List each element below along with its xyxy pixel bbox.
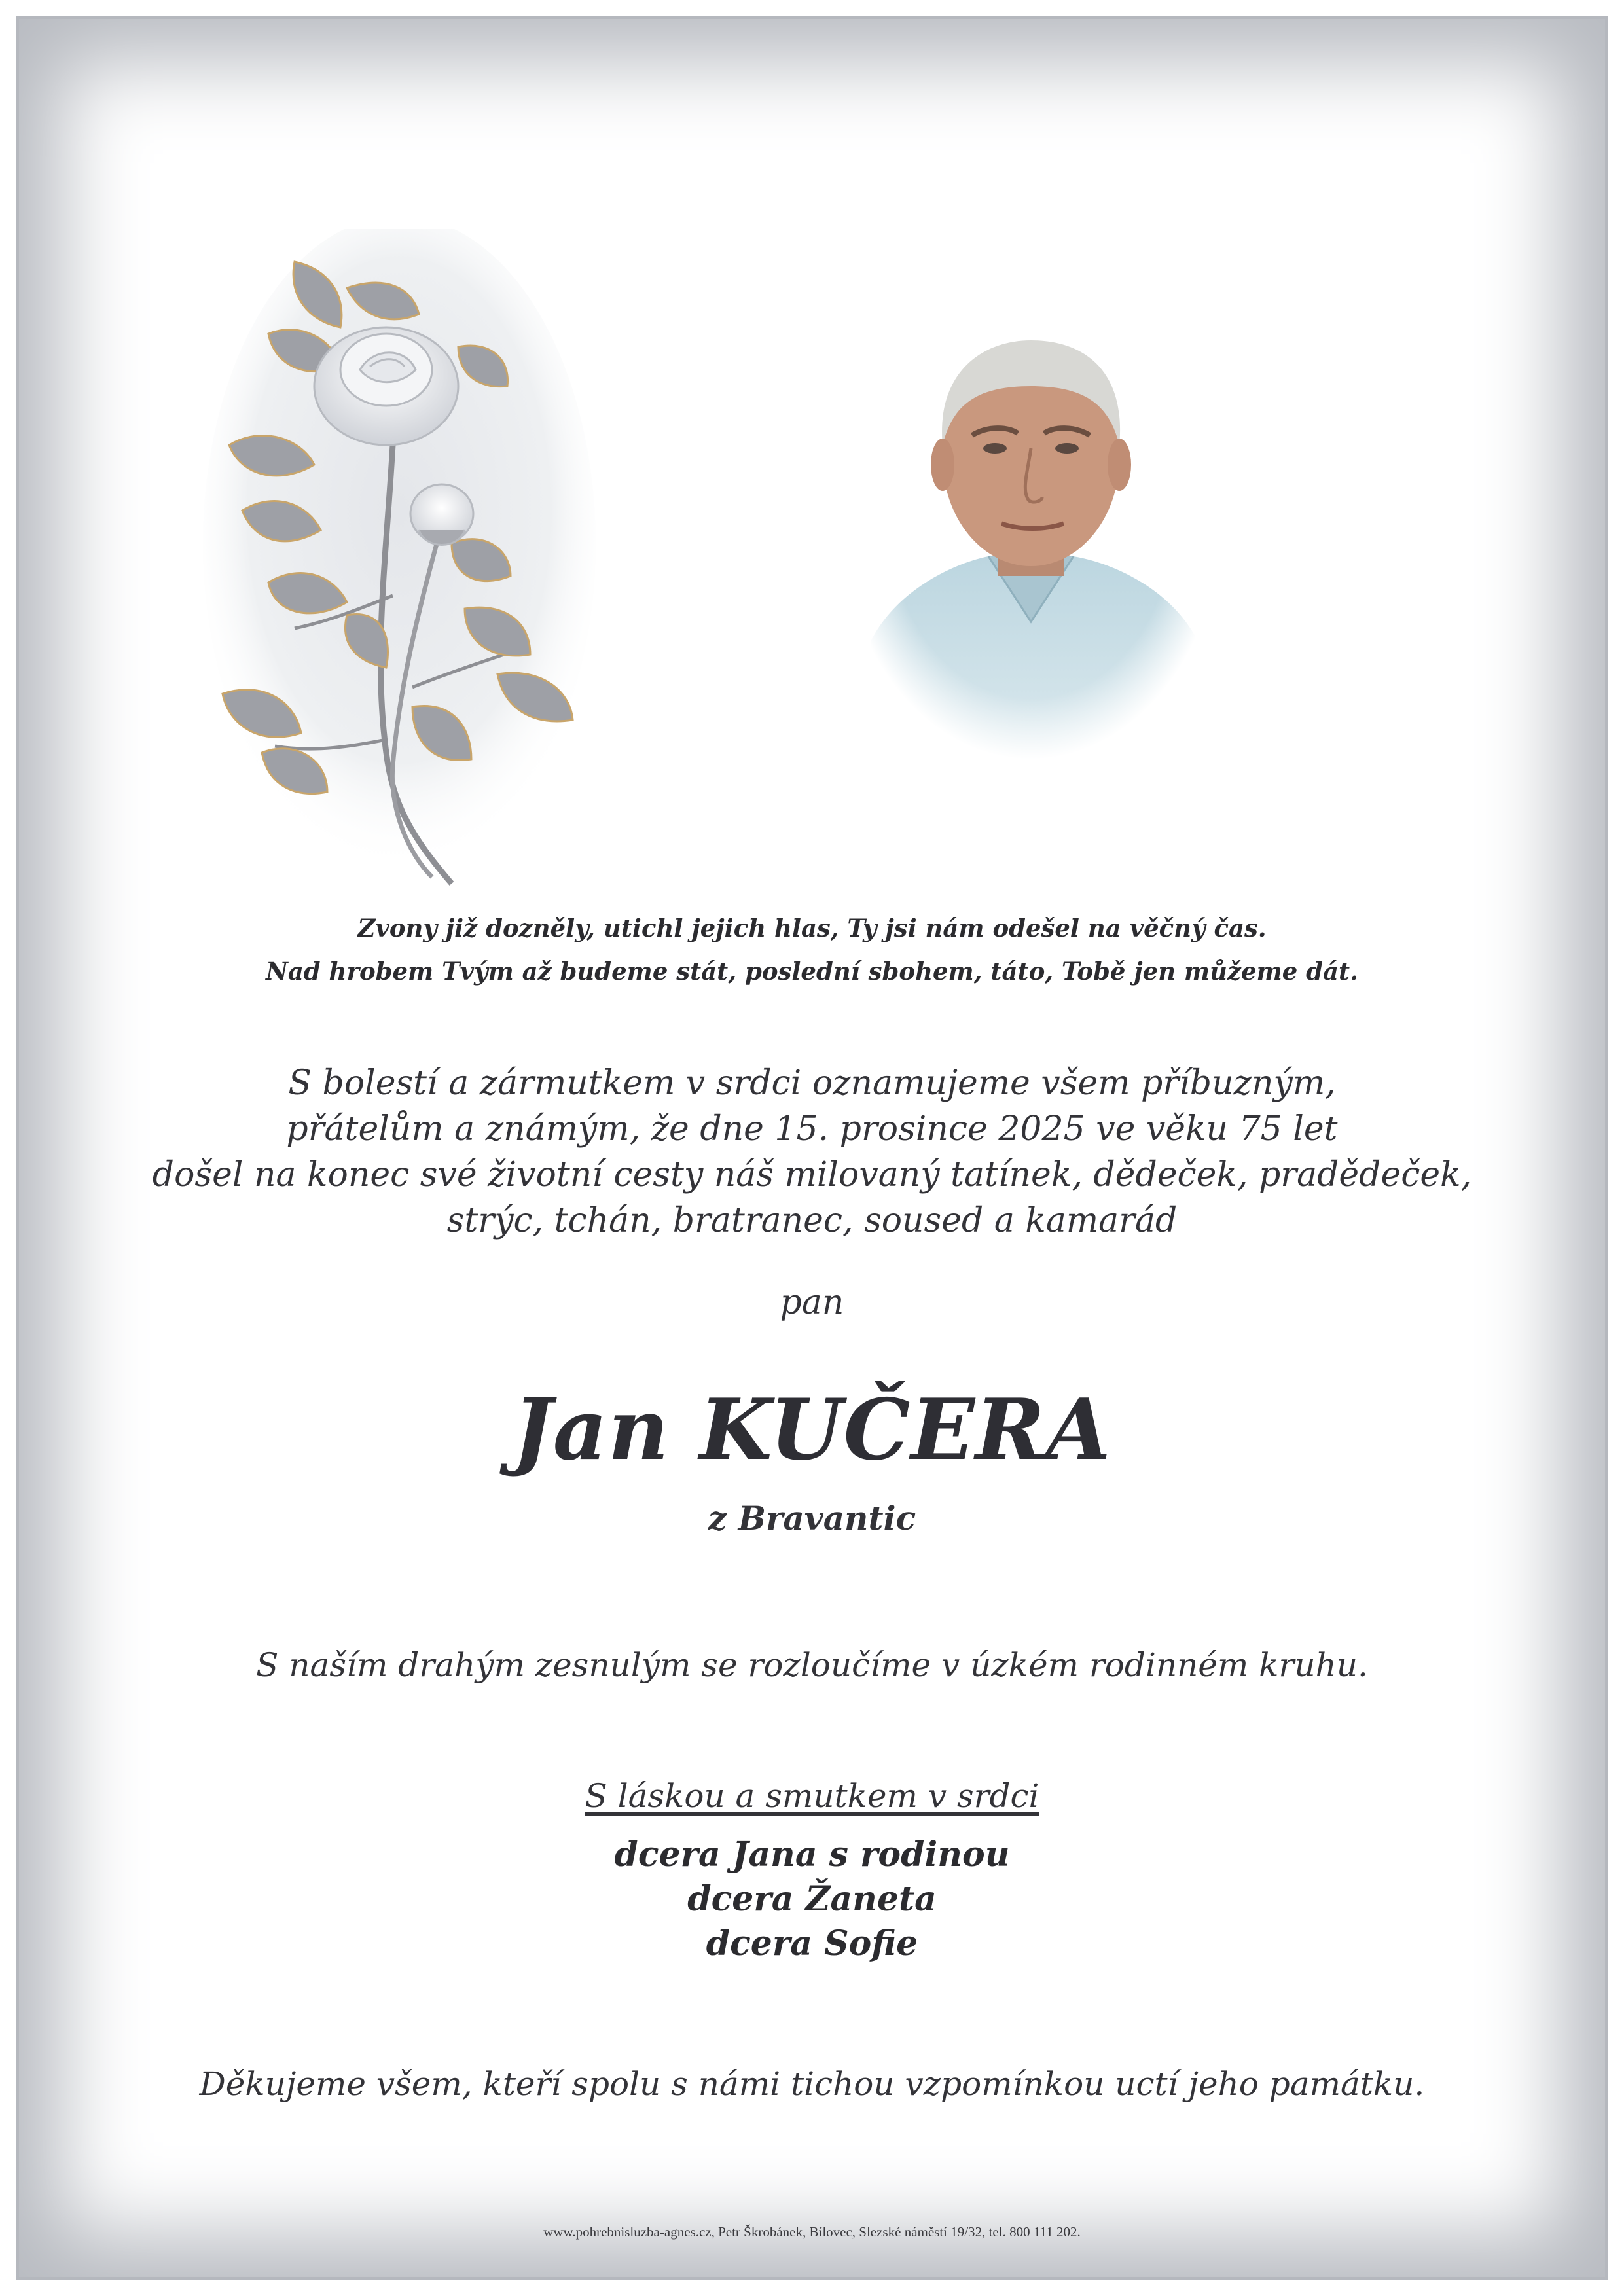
announcement-line: S bolestí a zármutkem v srdci oznamujeme všem příbuzným,: [288, 1064, 1336, 1103]
funeral-service-footer: www.pohrebnisluzba-agnes.cz, Petr Škrobánek, Bílovec, Slezské náměstí 19/32, tel. 800 111 202.: [543, 2224, 1081, 2240]
signoff-heading: [0, 1777, 1624, 1815]
announcement-line: přátelům a známým, že dne 15. prosince 2025 ve věku 75 let: [286, 1109, 1338, 1149]
deceased-origin: z Bravantic: [708, 1499, 916, 1537]
family-member: dcera Sofie: [706, 1924, 918, 1964]
farewell-notice: S naším drahým zesnulým se rozloučíme v úzkém rodinném kruhu.: [256, 1646, 1368, 1684]
announcement-line: strýc, tchán, bratranec, soused a kamarád: [446, 1201, 1178, 1240]
family-member: dcera Jana s rodinou: [614, 1835, 1010, 1874]
announcement-line: došel na konec své životní cesty náš milovaný tatínek, dědeček, pradědeček,: [152, 1155, 1472, 1194]
deceased-portrait-photo: [857, 314, 1204, 759]
memorial-verse: [0, 906, 1624, 993]
thanks-note: Děkujeme všem, kteří spolu s námi tichou vzpomínkou uctí jeho památku.: [199, 2065, 1425, 2103]
verse-line: Nad hrobem Tvým až budeme stát, poslední sbohem, táto, Tobě jen můžeme dát.: [266, 957, 1358, 986]
announcement-text: [0, 1060, 1624, 1244]
honorific: pan: [780, 1283, 844, 1322]
family-member: dcera Žaneta: [687, 1879, 937, 1919]
rose-illustration: [196, 229, 602, 897]
verse-line: Zvony již dozněly, utichl jejich hlas, Ty jsi nám odešel na věčný čas.: [357, 914, 1267, 942]
signoff-text: S láskou a smutkem v srdci: [585, 1777, 1039, 1815]
deceased-name: Jan KUČERA: [513, 1381, 1111, 1479]
family-list: [0, 1833, 1624, 1966]
rose-flower: [314, 327, 458, 445]
